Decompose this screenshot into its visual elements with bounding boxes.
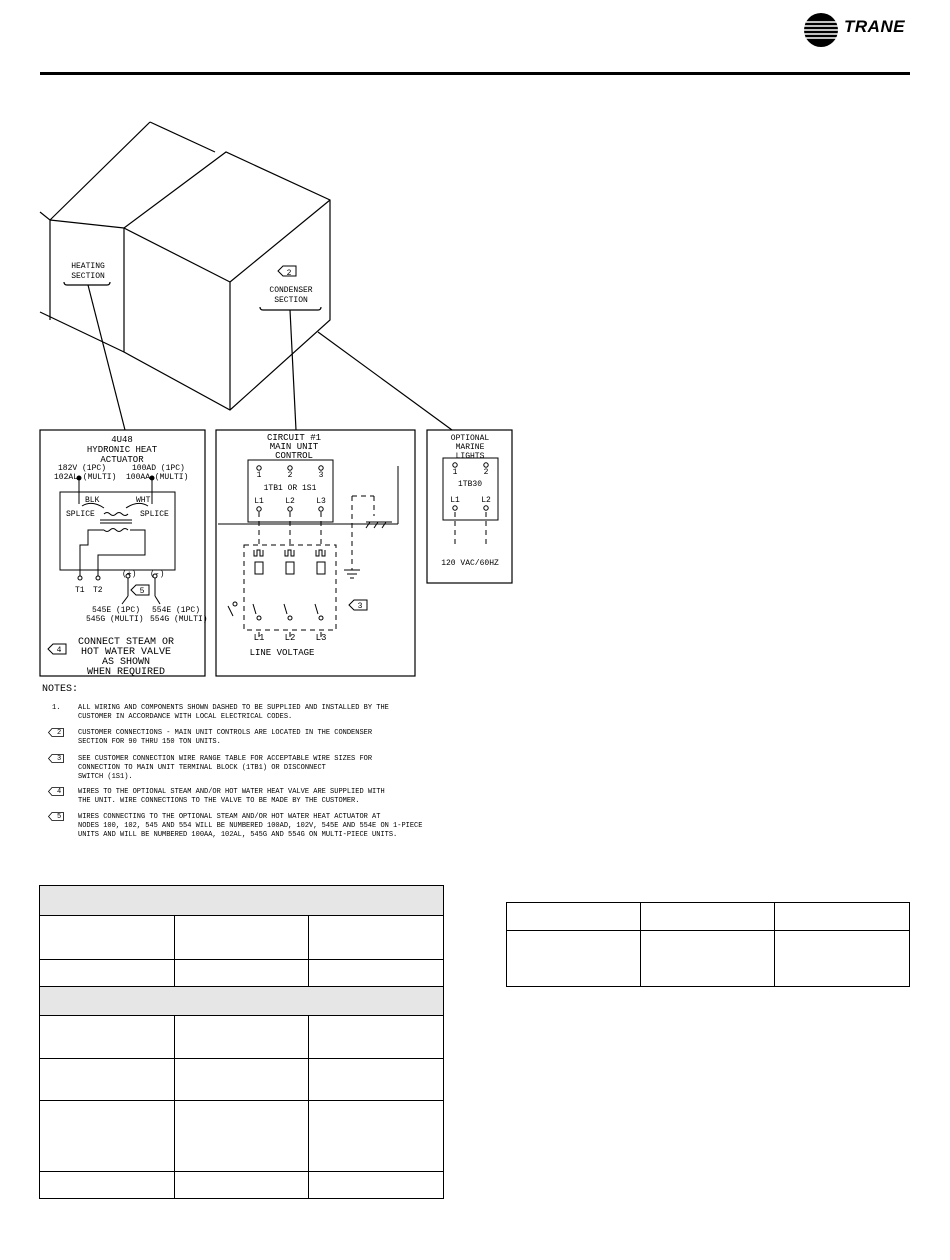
terminal-number: 2 [287,471,293,480]
blk-label: BLK [85,496,100,505]
marine-terminal-number: 2 [483,468,489,477]
valve-note: WHEN REQUIRED [86,667,166,678]
table-cell [175,1016,309,1059]
table-row [40,916,444,960]
actuator-title: 4U48 [111,435,133,445]
table-cell [175,916,309,960]
table-cell [309,916,444,960]
table-cell [175,1172,309,1199]
table-cell [175,1101,309,1172]
table-cell [40,916,175,960]
table-row [40,960,444,987]
notes-title: NOTES: [42,684,79,695]
wire-label: 554G (MULTI) [150,615,208,624]
heating-section-label: HEATING [71,262,105,271]
circuit-title: CIRCUIT #1 [266,433,322,443]
flag-5-number: 5 [139,587,145,596]
marine-title: MARINE [455,443,485,452]
note-5 [52,813,452,840]
note-text: CUSTOMER CONNECTIONS - MAIN UNIT CONTROLS ARE LOCATED IN THE CONDENSER SECTION FOR 90 THRU 150 TON UNITS. [78,729,373,746]
table-cell [775,903,910,931]
terminal-number: 1 [256,471,262,480]
marine-title: OPTIONAL [450,434,490,443]
wire-label: 100AA (MULTI) [126,473,189,482]
note-3 [52,755,452,782]
line-voltage-label: LINE VOLTAGE [249,648,315,658]
marine-line-label: L1 [450,496,460,505]
note-marker: 2 [57,729,62,737]
actuator-title: ACTUATOR [100,455,144,465]
note-marker: 4 [57,788,62,796]
terminal-block-label: 1TB1 OR 1S1 [263,484,317,493]
terminal-number: 3 [318,471,324,480]
table-row [40,1101,444,1172]
plus-label: (+) [122,570,137,579]
wire-label: 554E (1PC) [152,606,201,615]
marine-title: LIGHTS [455,452,485,461]
splice-label: SPLICE [140,510,169,519]
table-cell [309,1101,444,1172]
marine-line-label: L2 [481,496,491,505]
table-header-bar [40,886,444,916]
table-row [40,1016,444,1059]
right-table [506,902,910,987]
table-row [40,1059,444,1101]
wire-label: 182V (1PC) [58,464,107,473]
t2-label: T2 [93,586,103,595]
table-cell [40,1172,175,1199]
marine-voltage-label: 120 VAC/60HZ [441,559,499,568]
splice-label: SPLICE [66,510,95,519]
table-cell [175,1059,309,1101]
flag-3-number: 3 [357,602,363,611]
actuator-title: HYDRONIC HEAT [86,445,158,455]
heating-section-label: SECTION [71,272,105,281]
valve-note: CONNECT STEAM OR [77,637,175,648]
marine-block-label: 1TB30 [457,480,483,489]
note-text: WIRES TO THE OPTIONAL STEAM AND/OR HOT WATER HEAT VALVE ARE SUPPLIED WITH THE UNIT. WIRE CONNECTIONS TO THE VALVE TO BE MADE BY THE CUSTOMER. [78,788,385,805]
note-text: SEE CUSTOMER CONNECTION WIRE RANGE TABLE FOR ACCEPTABLE WIRE SIZES FOR CONNECTION TO MAIN UNIT TERMINAL BLOCK (1TB1) OR DISCONNECT SWITCH (1S1). [78,755,373,781]
table-cell [641,931,775,987]
table-cell [507,931,641,987]
wire-label: 545E (1PC) [92,606,141,615]
terminal-line-label: L3 [316,497,326,506]
note-text: ALL WIRING AND COMPONENTS SHOWN DASHED TO BE SUPPLIED AND INSTALLED BY THE CUSTOMER IN ACCORDANCE WITH LOCAL ELECTRICAL CODES. [78,704,389,721]
table-cell [641,903,775,931]
table-cell [40,987,444,1016]
valve-note: HOT WATER VALVE [80,647,172,658]
condenser-flag-number: 2 [286,269,292,278]
table-cell [40,1016,175,1059]
table-row [507,931,910,987]
table-cell [507,903,641,931]
note-4 [52,788,452,806]
terminal-line-label: L2 [285,497,295,506]
marine-terminal-number: 1 [452,468,458,477]
line-label: L1 [253,633,265,643]
table-cell [40,1101,175,1172]
table-cell [175,960,309,987]
table-header-bar [40,987,444,1016]
valve-note: AS SHOWN [101,657,151,668]
line-label: L2 [284,633,296,643]
note-marker: 5 [57,813,62,821]
minus-label: (-) [150,570,165,579]
table-cell [40,886,444,916]
table-cell [309,1059,444,1101]
condenser-section-label: SECTION [274,296,308,305]
left-table [39,885,444,1199]
table-row [507,903,910,931]
wht-label: WHT [136,496,151,505]
t1-label: T1 [75,586,85,595]
note-text: WIRES CONNECTING TO THE OPTIONAL STEAM AND/OR HOT WATER HEAT ACTUATOR AT NODES 100, 102, 545 AND 554 WILL BE NUMBERED 100AD, 102V, 545E AND 554E ON 1-PIECE UNITS AND WILL BE NUMBERED 100AA, 102AL, 545G AND 554G ON MULTI-PIECE UNITS. [78,813,423,839]
circuit-title: CONTROL [275,451,313,461]
table-cell [309,1016,444,1059]
flag-4-number: 4 [56,646,62,655]
table-cell [40,1059,175,1101]
brand-name: TRANE [844,17,906,36]
wire-label: 100AD (1PC) [132,464,185,473]
table-cell [40,960,175,987]
wire-label: 102AL (MULTI) [54,473,117,482]
terminal-line-label: L1 [254,497,264,506]
line-label: L3 [315,633,327,643]
note-1 [52,704,452,722]
table-cell [775,931,910,987]
condenser-section-label: CONDENSER [269,286,313,295]
circuit-title: MAIN UNIT [269,442,319,452]
note-marker: 1. [52,704,61,712]
wire-label: 545G (MULTI) [86,615,144,624]
note-marker: 3 [57,755,62,763]
note-2 [52,729,452,747]
table-row [40,1172,444,1199]
table-cell [309,1172,444,1199]
table-cell [309,960,444,987]
